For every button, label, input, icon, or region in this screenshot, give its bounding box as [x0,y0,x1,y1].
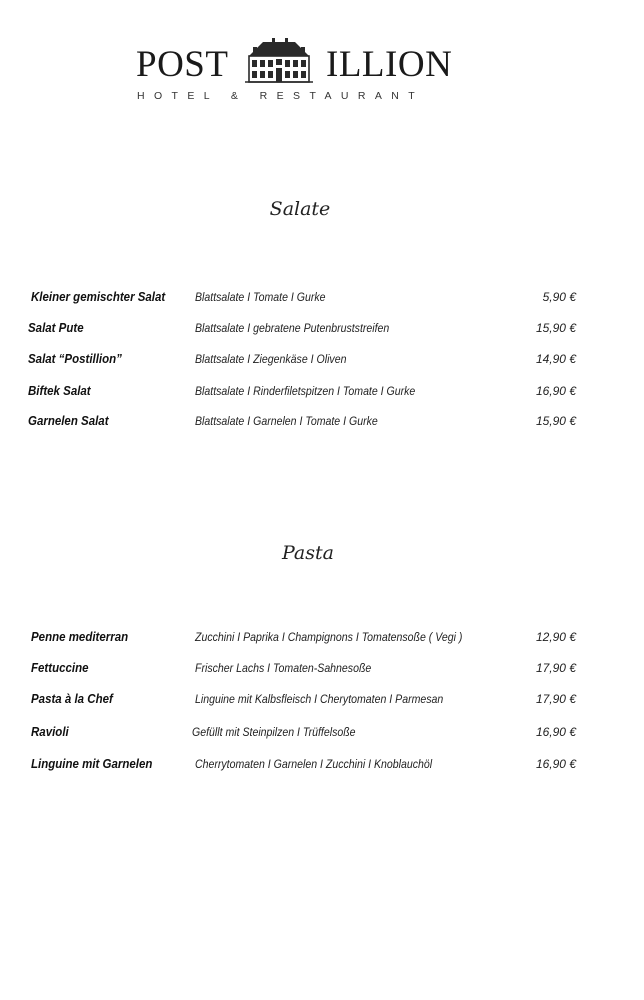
menu-item-penne-mediterran [0,630,644,650]
logo-subtitle: HOTEL & RESTAURANT [137,90,425,102]
house-icon [241,38,317,84]
logo-word-post: POST [136,44,229,85]
item-name: Salat “Postillion” [28,352,122,366]
item-description: Cherrytomaten I Garnelen I Zucchini I Knoblauchöl [195,757,433,771]
item-name: Fettuccine [31,661,89,675]
item-name: Linguine mit Garnelen [31,757,153,771]
item-description: Zucchini I Paprika I Champignons I Tomatensoße ( Vegi ) [195,630,463,644]
item-name: Penne mediterran [31,630,129,644]
section-title-pasta: Pasta [282,542,334,564]
item-description: Blattsalate I Tomate I Gurke [195,290,326,304]
item-price: 16,90 € [535,384,576,398]
item-description: Blattsalate I gebratene Putenbruststreifen [195,321,390,335]
menu-item-linguine-mit-garnelen [0,757,644,777]
item-price: 12,90 € [535,630,576,644]
menu-item-garnelen-salat [0,414,644,434]
menu-item-pasta-a-la-chef [0,692,644,712]
menu-item-ravioli [0,725,644,745]
logo-word-illion: ILLION [326,44,453,85]
item-price: 5,90 € [542,290,576,304]
logo [130,36,470,106]
item-description: Linguine mit Kalbsfleisch I Cherytomaten I Parmesan [195,692,444,706]
item-price: 15,90 € [535,321,576,335]
item-name: Kleiner gemischter Salat [31,290,166,304]
item-name: Biftek Salat [28,384,91,398]
item-description: Blattsalate I Garnelen I Tomate I Gurke [195,414,378,428]
item-price: 17,90 € [535,661,576,675]
section-title-salate: Salate [269,198,331,220]
item-price: 17,90 € [535,692,576,706]
item-description: Frischer Lachs I Tomaten-Sahnesoße [195,661,372,675]
menu-item-salat-postillion [0,352,644,372]
item-name: Salat Pute [28,321,84,335]
item-price: 16,90 € [535,757,576,771]
menu-item-fettuccine [0,661,644,681]
menu-item-kleiner-gemischter-salat [0,290,644,310]
menu-item-salat-pute [0,321,644,341]
item-description: Blattsalate I Rinderfiletspitzen I Tomate I Gurke [195,384,416,398]
item-price: 15,90 € [535,414,576,428]
item-name: Pasta à la Chef [31,692,113,706]
item-description: Gefüllt mit Steinpilzen I Trüffelsoße [192,725,356,739]
item-price: 14,90 € [535,352,576,366]
item-name: Ravioli [31,725,69,739]
item-description: Blattsalate I Ziegenkäse I Oliven [195,352,347,366]
item-name: Garnelen Salat [28,414,109,428]
item-price: 16,90 € [535,725,576,739]
menu-item-biftek-salat [0,384,644,404]
